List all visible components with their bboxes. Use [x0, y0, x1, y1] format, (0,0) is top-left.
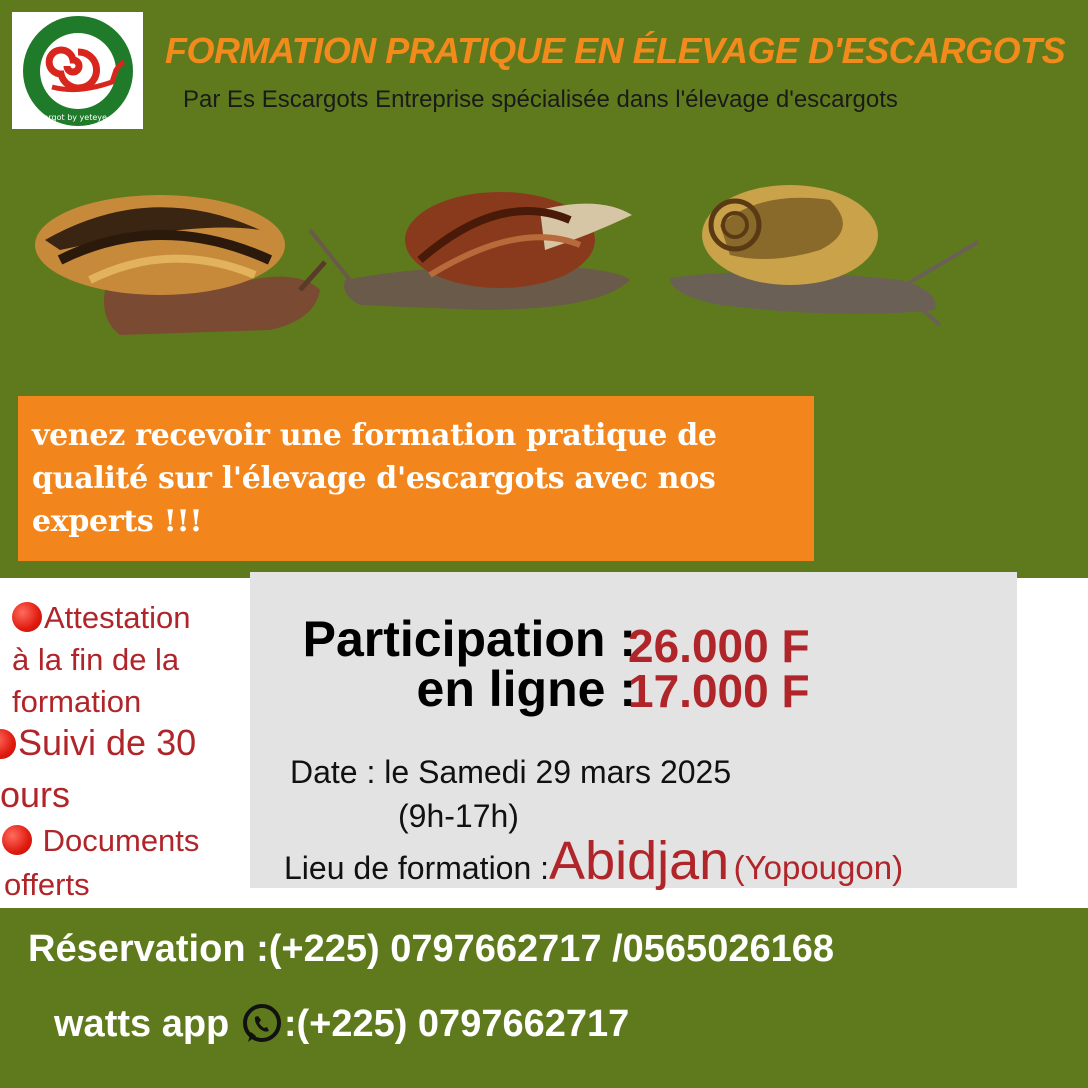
red-dot-icon	[12, 602, 42, 632]
online-label: en ligne :	[416, 661, 636, 717]
price-labels	[266, 611, 636, 717]
event-time: (9h-17h)	[398, 798, 519, 834]
reservation-contact: Réservation :(+225) 0797662717 /0565026168	[28, 928, 834, 970]
page-subtitle: Par Es Escargots Entreprise spécialisée dans l'élevage d'escargots	[183, 86, 898, 113]
whatsapp-number: :(+225) 0797662717	[283, 1003, 630, 1045]
participation-label: Participation :	[302, 611, 636, 667]
whatsapp-contact	[54, 1002, 629, 1046]
promo-text: venez recevoir une formation pratique de qualité sur l'élevage d'escargots avec nos experts !!!	[32, 418, 717, 539]
event-location	[284, 830, 903, 892]
benefit-item-attestation: Attestation	[12, 597, 190, 639]
snail-image-3	[670, 185, 978, 325]
event-date: Date : le Samedi 29 mars 2025	[290, 754, 732, 790]
snail-logo-icon	[12, 12, 143, 129]
whatsapp-icon	[240, 1002, 284, 1046]
benefit-item-documents: Documents	[2, 820, 199, 862]
snail-image-1	[35, 195, 325, 335]
location-label: Lieu de formation :	[284, 850, 550, 886]
benefit-line: à la fin de la	[12, 642, 180, 677]
location-district: (Yopougon)	[733, 849, 904, 886]
red-dot-icon	[0, 729, 16, 759]
location-city: Abidjan	[549, 831, 730, 891]
benefit-line: formation	[12, 684, 142, 719]
page-title: FORMATION PRATIQUE EN ÉLEVAGE D'ESCARGOTS	[165, 30, 1066, 71]
benefit-line: ours	[0, 774, 71, 815]
red-dot-icon	[2, 825, 32, 855]
benefit-line: offerts	[4, 867, 90, 902]
participation-price: 26.000 F	[628, 620, 810, 672]
snails-illustration	[0, 170, 1088, 350]
whatsapp-label: watts app	[54, 1003, 230, 1045]
logo	[12, 12, 143, 129]
price-values	[628, 620, 810, 717]
online-price: 17.000 F	[628, 665, 810, 717]
benefit-item-suivi: Suivi de 30	[0, 722, 196, 764]
snail-image-2	[310, 192, 632, 310]
logo-text: es escargot by yeteye groupe	[18, 113, 138, 122]
